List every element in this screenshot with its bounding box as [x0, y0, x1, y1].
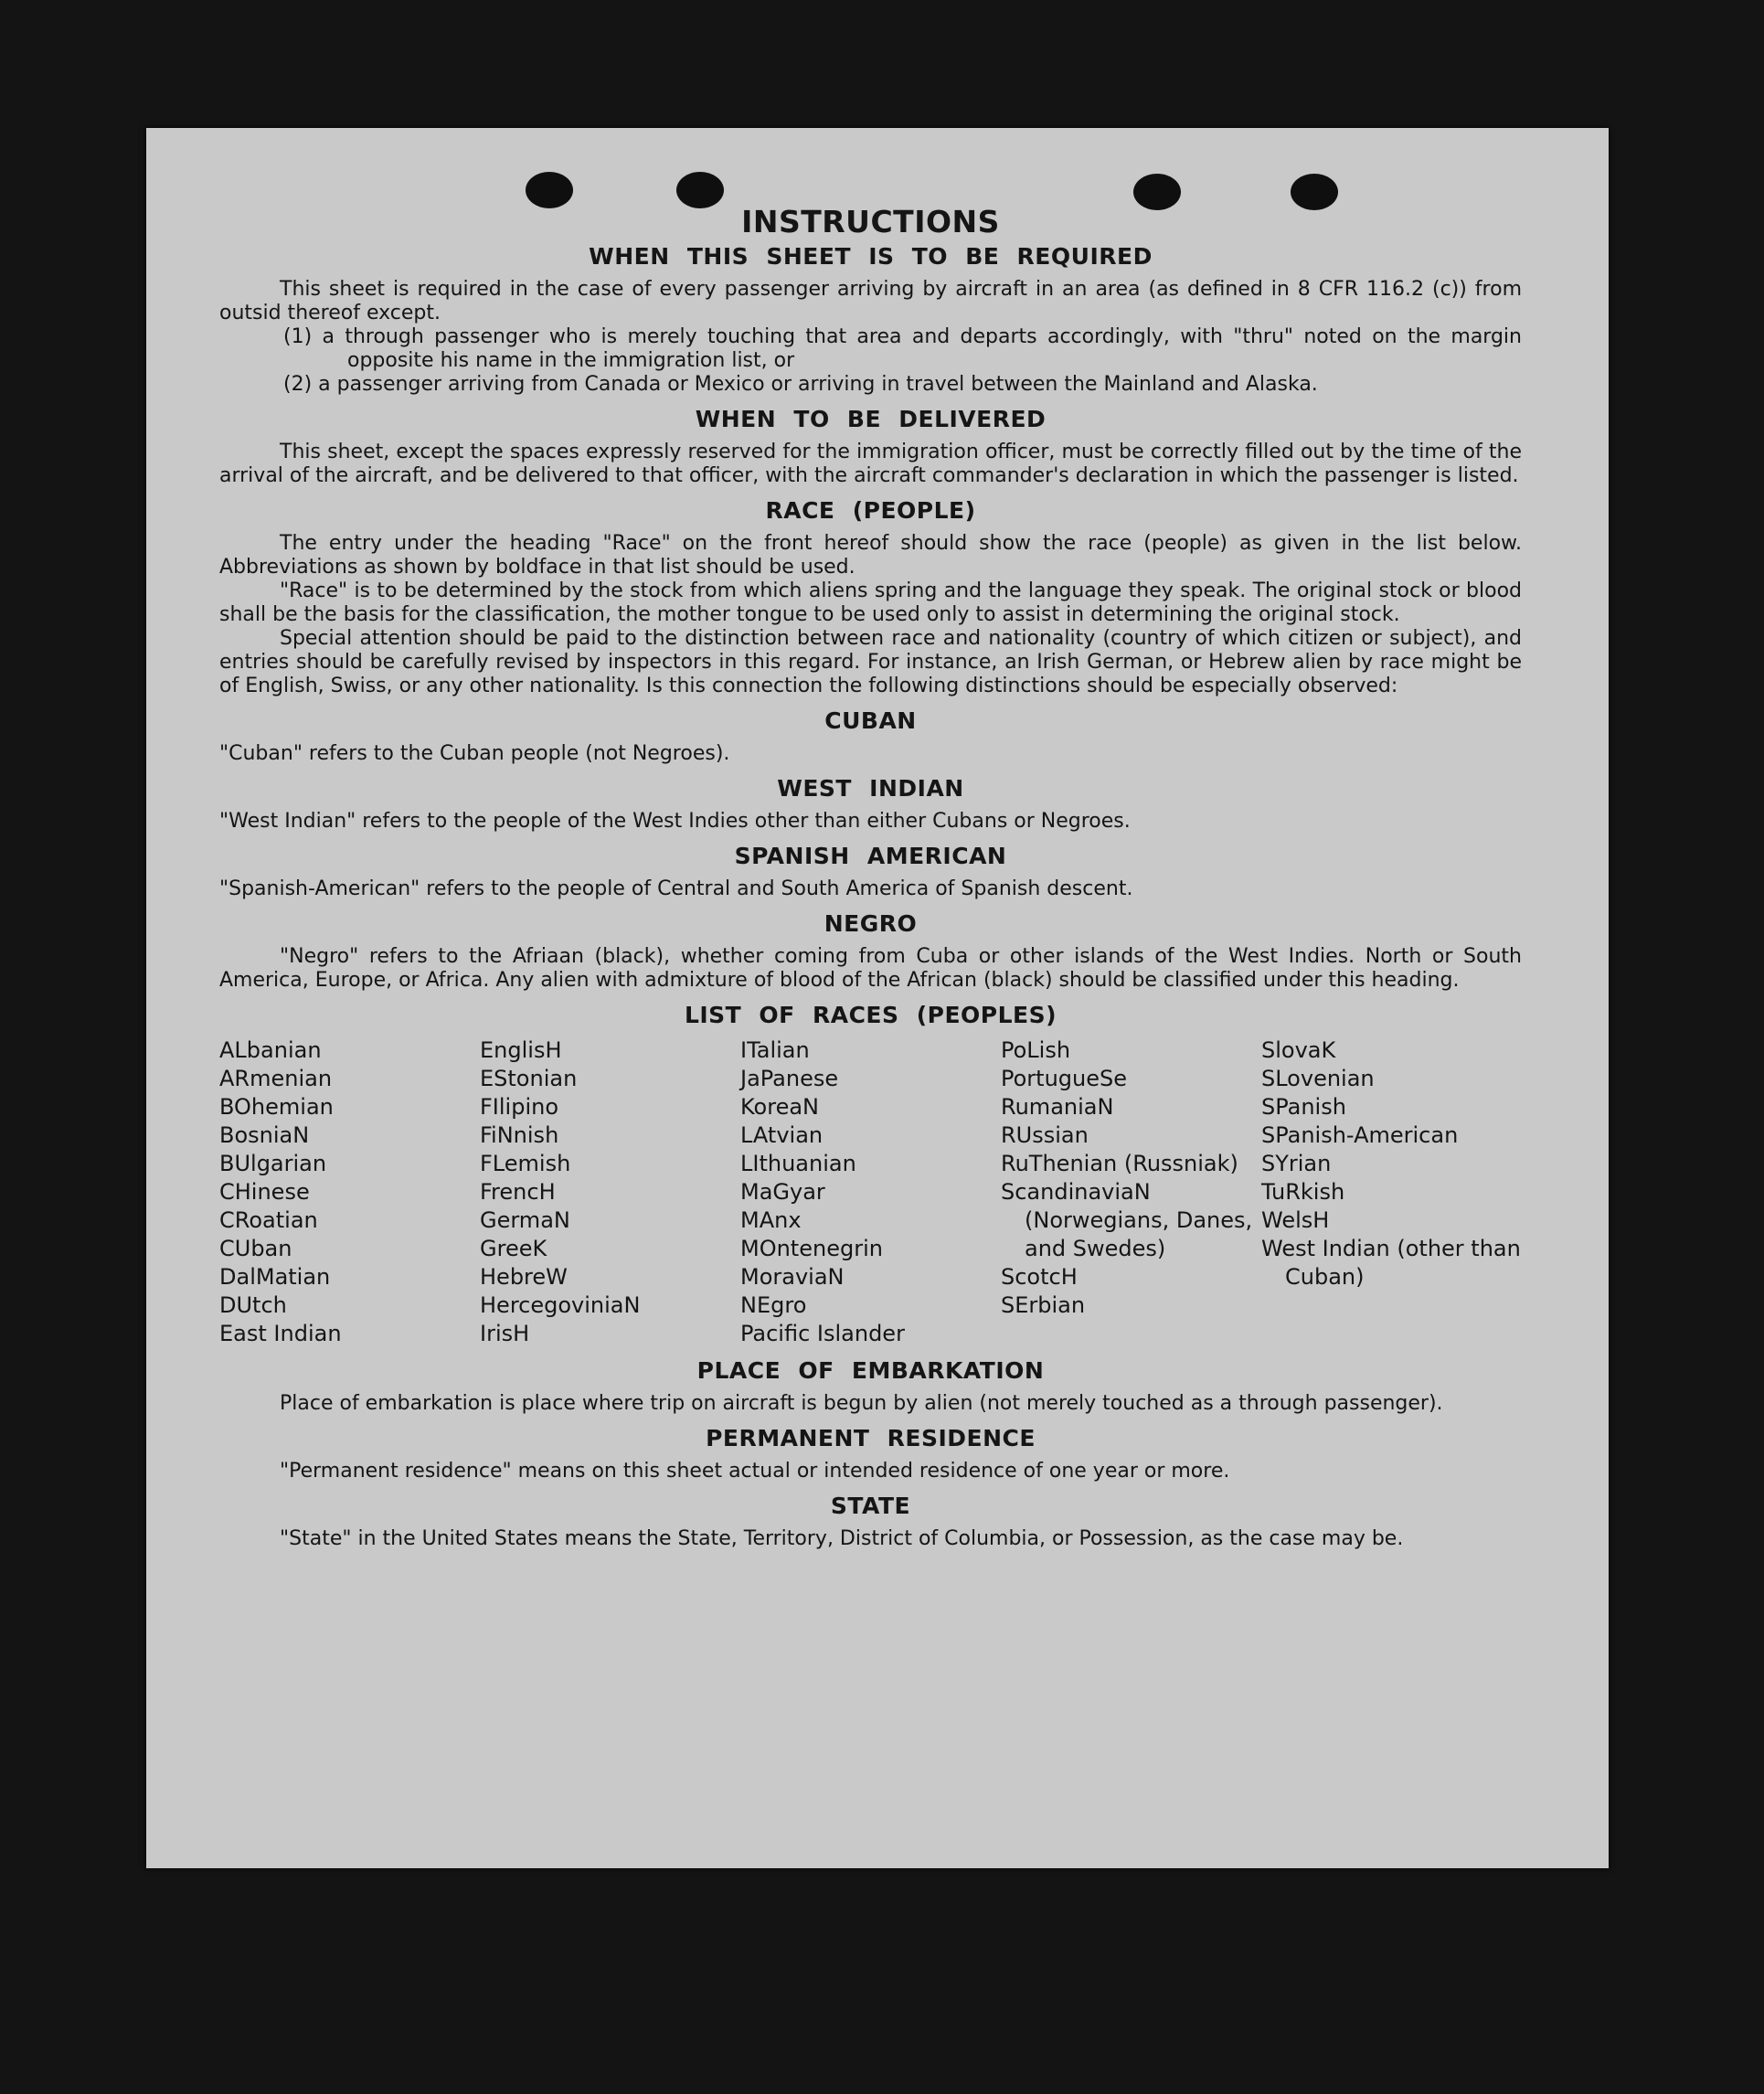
heading-when-delivered: WHEN TO BE DELIVERED — [695, 406, 1047, 432]
heading-permanent-residence: PERMANENT RESIDENCE — [706, 1425, 1036, 1451]
race-paragraph: The entry under the heading "Race" on the front hereof should show the race (people) as given in the list below. Abbreviations as shown by boldface in that list should be used. — [219, 532, 1522, 579]
required-item: (1) a through passenger who is merely touching that area and departs accordingly, with "thru" noted on the margin opposite his name in the immigration list, or — [283, 325, 1522, 372]
race-item: MoraviaN — [740, 1264, 845, 1290]
heading-list-of-races: LIST OF RACES (PEOPLES) — [684, 1002, 1057, 1028]
race-item: BosniaN — [219, 1122, 310, 1148]
document-content — [219, 204, 1522, 1551]
race-item: PortugueSe — [1001, 1066, 1127, 1091]
spanish-american-text: "Spanish-American" refers to the people of Central and South America of Spanish descent. — [219, 877, 1133, 900]
race-item: RumaniaN — [1001, 1094, 1114, 1120]
race-item: RUssian — [1001, 1122, 1089, 1148]
race-item: ScandinaviaN (Norwegians, Danes, and Swedes) — [1001, 1179, 1253, 1261]
state-text: "State" in the United States means the State, Territory, District of Columbia, or Possession, as the case may be. — [280, 1527, 1404, 1550]
race-item: ARmenian — [219, 1066, 333, 1091]
heading-negro: NEGRO — [824, 910, 918, 937]
race-item: PoLish — [1001, 1037, 1071, 1063]
race-paragraph: Special attention should be paid to the distinction between race and nationality (country of which citizen or subject), and entries should be carefully revised by inspectors in this regard. For instance, an Irish German, or Hebrew alien by race might be of English, Swiss, or any other nationality. Is this connection the following distinctions should be especially observed: — [219, 627, 1522, 697]
race-item: HebreW — [480, 1264, 568, 1290]
race-item: SErbian — [1001, 1292, 1086, 1318]
races-column — [219, 1036, 480, 1348]
race-item: Pacific Islander — [740, 1321, 905, 1346]
race-item: West Indian (other than Cuban) — [1261, 1236, 1521, 1290]
punch-hole — [526, 172, 573, 208]
race-item: TuRkish — [1261, 1179, 1345, 1205]
embarkation-text: Place of embarkation is place where trip on aircraft is begun by alien (not merely touched as a through passenger). — [280, 1392, 1443, 1415]
punch-hole — [676, 172, 724, 208]
race-item: SYrian — [1261, 1151, 1332, 1176]
heading-state: STATE — [830, 1493, 911, 1519]
race-item: SPanish-American — [1261, 1122, 1459, 1148]
document-sheet — [146, 128, 1609, 1868]
race-item: SlovaK — [1261, 1037, 1336, 1063]
race-item: HercegoviniaN — [480, 1292, 641, 1318]
race-item: DalMatian — [219, 1264, 331, 1290]
race-item: SLovenian — [1261, 1066, 1375, 1091]
race-item: IrisH — [480, 1321, 530, 1346]
required-intro: This sheet is required in the case of every passenger arriving by aircraft in an area (as defined in 8 CFR 116.2 (c)) from outsid thereof except. — [219, 278, 1522, 324]
residence-text: "Permanent residence" means on this sheet actual or intended residence of one year or more. — [280, 1460, 1230, 1483]
heading-when-required: WHEN THIS SHEET IS TO BE REQUIRED — [589, 243, 1153, 270]
west-indian-text: "West Indian" refers to the people of the West Indies other than either Cubans or Negroes. — [219, 810, 1131, 833]
race-item: BOhemian — [219, 1094, 334, 1120]
race-item: MOntenegrin — [740, 1236, 883, 1261]
race-item: SPanish — [1261, 1094, 1346, 1120]
race-paragraph: "Race" is to be determined by the stock from which aliens spring and the language they speak. The original stock or blood shall be the basis for the classification, the mother tongue to be used only to assist in determining the original stock. — [219, 579, 1522, 626]
races-column — [480, 1036, 740, 1348]
heading-west-indian: WEST INDIAN — [777, 775, 964, 802]
races-list — [219, 1036, 1522, 1348]
race-item: NEgro — [740, 1292, 807, 1318]
races-column — [1001, 1036, 1261, 1348]
race-item: CUban — [219, 1236, 292, 1261]
race-item: GermaN — [480, 1207, 570, 1233]
punch-hole — [1133, 174, 1181, 210]
race-item: BUlgarian — [219, 1151, 327, 1176]
race-item: MaGyar — [740, 1179, 825, 1205]
race-item: EStonian — [480, 1066, 578, 1091]
race-item: MAnx — [740, 1207, 802, 1233]
race-item: EnglisH — [480, 1037, 562, 1063]
race-item: ScotcH — [1001, 1264, 1078, 1290]
race-item: LAtvian — [740, 1122, 824, 1148]
race-item: JaPanese — [740, 1066, 839, 1091]
race-item: GreeK — [480, 1236, 547, 1261]
race-item: FiNnish — [480, 1122, 559, 1148]
negro-text: "Negro" refers to the Afriaan (black), whether coming from Cuba or other islands of the West Indies. North or South America, Europe, or Africa. Any alien with admixture of blood of the African (black) should be classified under this heading. — [219, 945, 1522, 992]
races-column — [1261, 1036, 1522, 1348]
delivered-text: This sheet, except the spaces expressly reserved for the immigration officer, must be correctly filled out by the time of the arrival of the aircraft, and be delivered to that officer, with the aircraft commander's declaration in which the passenger is listed. — [219, 441, 1522, 487]
heading-cuban: CUBAN — [824, 707, 917, 734]
race-item: FIlipino — [480, 1094, 559, 1120]
document-title: INSTRUCTIONS — [741, 204, 1000, 239]
races-column — [740, 1036, 1001, 1348]
race-item: ITalian — [740, 1037, 810, 1063]
race-item: ALbanian — [219, 1037, 322, 1063]
race-item: CRoatian — [219, 1207, 318, 1233]
race-item: FLemish — [480, 1151, 571, 1176]
required-item: (2) a passenger arriving from Canada or Mexico or arriving in travel between the Mainland and Alaska. — [283, 373, 1318, 396]
race-item: RuThenian (Russniak) — [1001, 1151, 1238, 1176]
race-item: DUtch — [219, 1292, 287, 1318]
race-item: FrencH — [480, 1179, 556, 1205]
race-item: LIthuanian — [740, 1151, 856, 1176]
heading-race: RACE (PEOPLE) — [765, 497, 976, 524]
race-item: CHinese — [219, 1179, 310, 1205]
heading-place-of-embarkation: PLACE OF EMBARKATION — [696, 1357, 1045, 1384]
punch-hole — [1291, 174, 1338, 210]
heading-spanish-american: SPANISH AMERICAN — [734, 843, 1007, 869]
cuban-text: "Cuban" refers to the Cuban people (not Negroes). — [219, 742, 730, 765]
race-item: WelsH — [1261, 1207, 1330, 1233]
race-item: East Indian — [219, 1321, 342, 1346]
race-item: KoreaN — [740, 1094, 819, 1120]
